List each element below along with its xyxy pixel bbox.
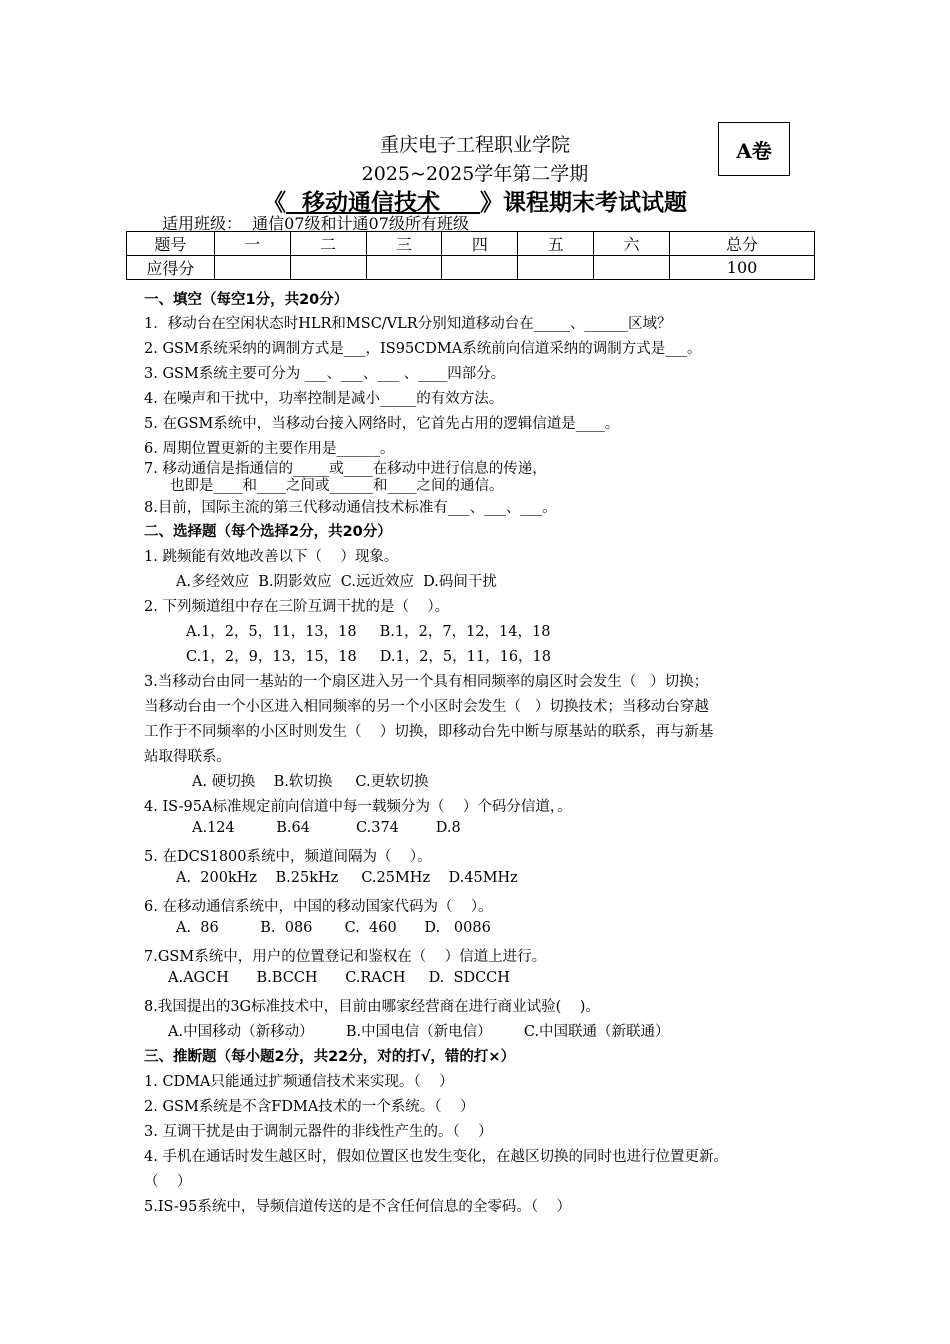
question-line: 2. 下列频道组中存在三阶互调干扰的是（ ）。 [144,599,450,615]
question-line: 7.GSM系统中，用户的位置登记和鉴权在（ ）信道上进行。 [144,949,547,965]
title-open: 《 [262,189,286,216]
score-cell [366,256,442,280]
score-cell: 总分 [670,232,815,256]
title-close: 》课程期末考试试题 [480,189,688,216]
question-line: （ ） [144,1174,192,1190]
applicable-classes: 适用班级： 通信07级和计通07级所有班级 [162,214,469,233]
score-cell [214,256,290,280]
score-cell: 一 [214,232,290,256]
question-line: 5.IS-95系统中，导频信道传送的是不含任何信息的全零码。（ ） [144,1199,572,1215]
score-table [126,231,815,280]
section-heading-fill-blank: 一、填空（每空1分，共20分） [144,292,349,308]
question-line: 6. 在移动通信系统中，中国的移动国家代码为（ ）。 [144,899,493,915]
question-line: 4. 手机在通话时发生越区时，假如位置区也发生变化，在越区切换的同时也进行位置更新。 [144,1149,728,1165]
answer-options: A.中国移动（新移动） B.中国电信（新电信） C.中国联通（新联通） [168,1024,670,1040]
question-line: 站取得联系。 [144,749,231,765]
question-line: 3. GSM系统主要可分为 ___、___、___ 、____四部分。 [144,366,506,382]
answer-options: A.多经效应 B.阴影效应 C.远近效应 D.码间干扰 [176,574,497,590]
score-cell [594,256,670,280]
question-line: 当移动台由一个小区进入相同频率的另一个小区时会发生（ ）切换技术；当移动台穿越 [144,699,709,715]
section-heading-multiple-choice: 二、选择题（每个选择2分，共20分） [144,524,392,540]
answer-options: A.1，2，5，11，13，18 B.1，2，7，12，14，18 [186,624,551,640]
answer-options: C.1，2，9，13，15，18 D.1，2，5，11，16，18 [186,649,552,665]
question-line: 1. CDMA只能通过扩频通信技术来实现。（ ） [144,1074,454,1090]
question-line: 5. 在GSM系统中，当移动台接入网络时，它首先占用的逻辑信道是____。 [144,416,620,432]
question-line: 8.我国提出的3G标准技术中，目前由哪家经营商在进行商业试验( )。 [144,999,600,1015]
score-cell: 二 [290,232,366,256]
question-line: 3. 互调干扰是由于调制元器件的非线性产生的。（ ） [144,1124,493,1140]
score-cell: 六 [594,232,670,256]
question-line: 8.目前，国际主流的第三代移动通信技术标准有___、___、___。 [144,500,557,516]
question-line: 2. GSM系统是不含FDMA技术的一个系统。（ ） [144,1099,475,1115]
score-cell: 五 [518,232,594,256]
answer-options: A. 200kHz B.25kHz C.25MHz D.45MHz [176,870,518,886]
question-line: 4. 在噪声和干扰中，功率控制是减小_____的有效方法。 [144,391,504,407]
score-table-header-row [127,232,815,256]
score-cell: 四 [442,232,518,256]
answer-options: A. 86 B. 086 C. 460 D. 0086 [176,920,491,936]
school-name: 重庆电子工程职业学院 [379,134,570,156]
score-cell [290,256,366,280]
question-line: 2. GSM系统采纳的调制方式是___，IS95CDMA系统前向信道采纳的调制方式是___。 [144,341,702,357]
question-line: 3.当移动台由同一基站的一个扇区进入另一个具有相同频率的扇区时会发生（ ）切换； [144,674,709,690]
score-table-value-row [127,256,815,280]
exam-title [0,184,950,217]
question-line: 工作于不同频率的小区时则发生（ ）切换，即移动台先中断与原基站的联系，再与新基 [144,724,714,740]
answer-options: A. 硬切换 B.软切换 C.更软切换 [192,774,429,790]
paper-version-box [718,122,790,176]
question-line: 6. 周期位置更新的主要作用是______。 [144,441,395,457]
question-line: 1. 跳频能有效地改善以下（ ）现象。 [144,549,399,565]
section-heading-true-false: 三、推断题（每小题2分，共22分，对的打√，错的打×） [144,1049,516,1065]
question-line: 4. IS-95A标准规定前向信道中每一载频分为（ ）个码分信道，。 [144,799,572,815]
score-cell: 100 [670,256,815,280]
question-line: 7. 移动通信是指通信的_____或____在移动中进行信息的传递， [144,461,547,477]
score-cell [442,256,518,280]
course-name: 移动通信技术 [285,189,481,216]
score-cell: 三 [366,232,442,256]
score-cell: 应得分 [127,256,215,280]
question-line: 5. 在DCS1800系统中，频道间隔为（ ）。 [144,849,432,865]
academic-term: 2025~2025学年第二学期 [361,163,589,185]
score-cell: 题号 [127,232,215,256]
answer-options: A.AGCH B.BCCH C.RACH D. SDCCH [168,970,510,986]
paper-version-label: A卷 [736,138,772,163]
question-line: 1．移动台在空闲状态时HLR和MSC/VLR分别知道移动台在_____、______区域？ [144,316,672,332]
answer-options: A.124 B.64 C.374 D.8 [192,820,461,836]
question-line: 也即是____和____之间或______和____之间的通信。 [170,478,504,494]
score-cell [518,256,594,280]
